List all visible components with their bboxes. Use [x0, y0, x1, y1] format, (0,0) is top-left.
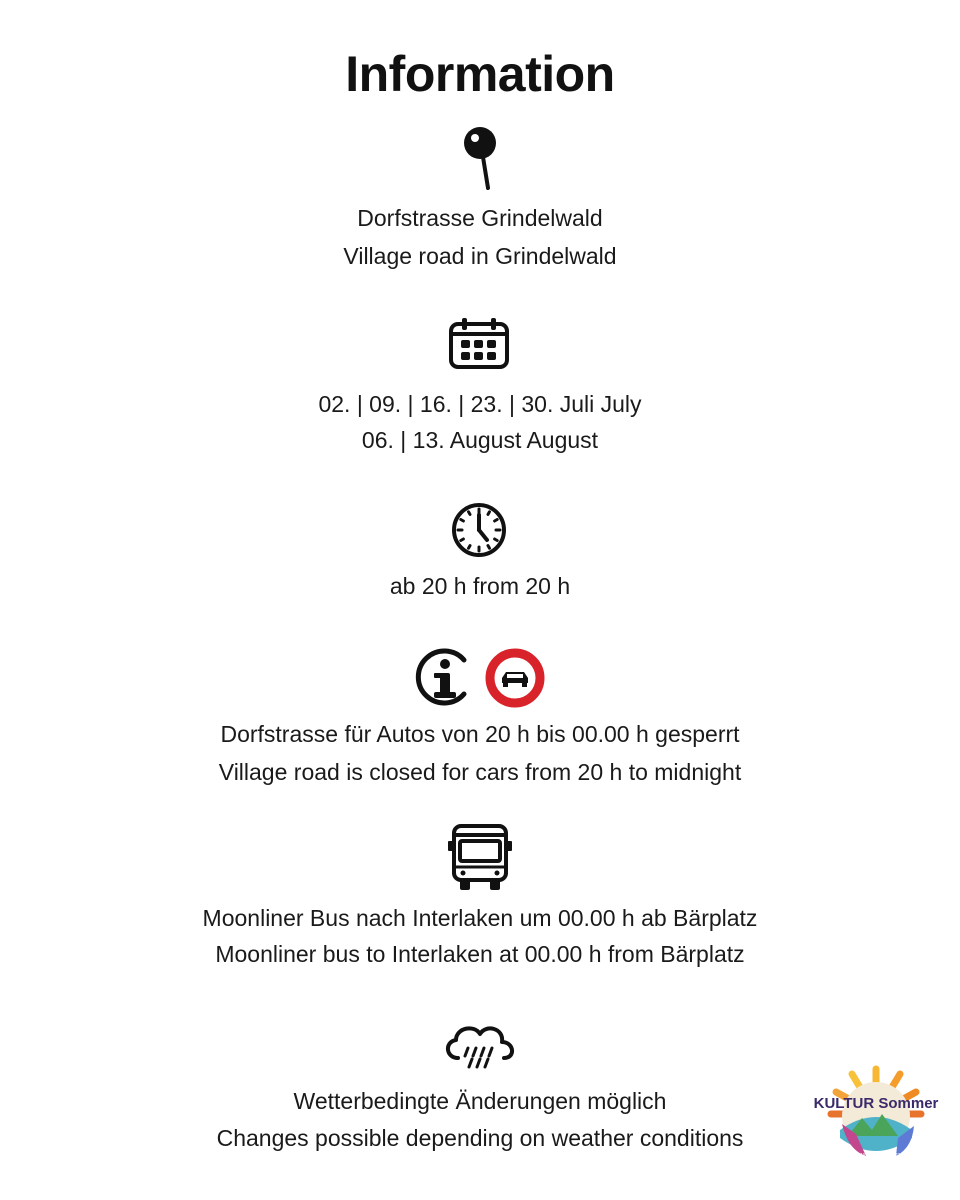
time-line: ab 20 h from 20 h	[389, 573, 571, 599]
logo-subtext: GRINDELWALD 2023	[851, 1153, 901, 1159]
kultursommer-logo	[813, 1064, 939, 1164]
rain-cloud-icon	[440, 1020, 520, 1070]
location-line-de: Dorfstrasse Grindelwald	[357, 205, 603, 231]
info-icon	[412, 647, 474, 707]
logo-text: KULTUR Sommer	[813, 1095, 939, 1112]
bus-icon	[446, 823, 514, 893]
clock-icon	[451, 502, 507, 558]
dates-line-august: 06. | 13. August August	[361, 427, 599, 453]
dates-line-july: 02. | 09. | 16. | 23. | 30. Juli July	[318, 391, 642, 417]
bus-line-en: Moonliner bus to Interlaken at 00.00 h from Bärplatz	[215, 941, 745, 967]
closure-line-en: Village road is closed for cars from 20 h to midnight	[218, 759, 742, 785]
page-title: Information	[345, 46, 615, 102]
weather-line-de: Wetterbedingte Änderungen möglich	[293, 1088, 667, 1114]
weather-line-en: Changes possible depending on weather conditions	[216, 1125, 744, 1151]
bus-line-de: Moonliner Bus nach Interlaken um 00.00 h ab Bärplatz	[202, 905, 758, 931]
map-pin-icon	[458, 124, 502, 192]
calendar-icon	[448, 316, 510, 370]
closure-line-de: Dorfstrasse für Autos von 20 h bis 00.00 h gesperrt	[220, 721, 740, 747]
no-cars-sign-icon	[484, 647, 546, 709]
location-line-en: Village road in Grindelwald	[343, 243, 617, 269]
